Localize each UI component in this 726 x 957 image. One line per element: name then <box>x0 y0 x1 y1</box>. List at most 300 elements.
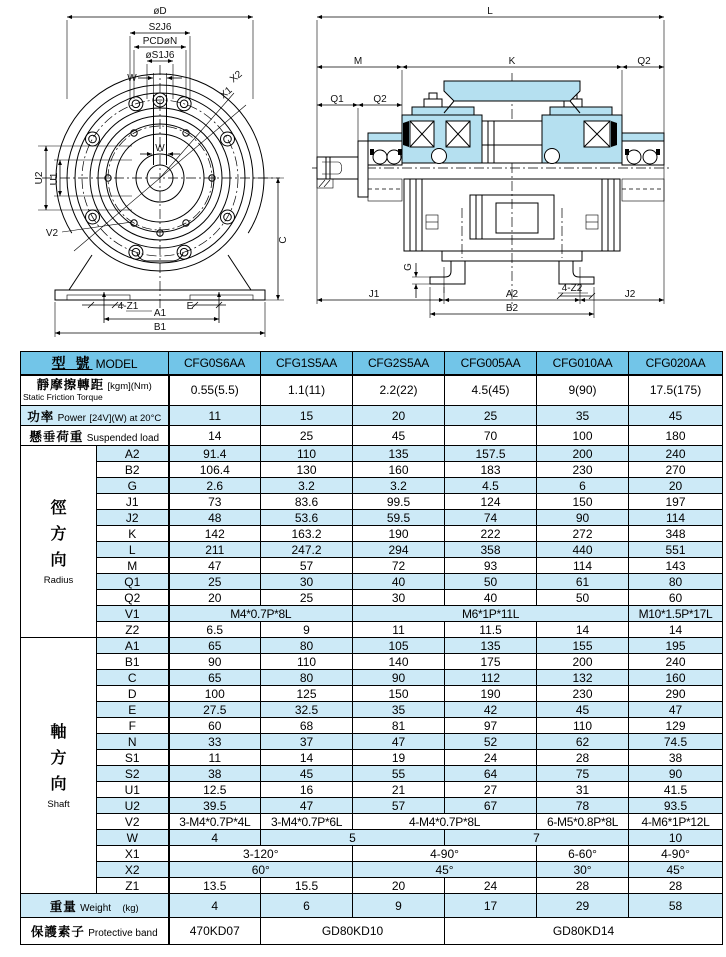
value-cell: 124 <box>445 494 537 510</box>
value-cell: 45° <box>353 862 537 878</box>
value-cell: 3-M4*0.7P*4L <box>169 814 261 830</box>
dim-row-f <box>21 718 723 734</box>
value-cell: GD80KD14 <box>445 918 723 945</box>
value-cell: 45 <box>261 766 353 782</box>
value-cell: 32.5 <box>261 702 353 718</box>
group-label-char: 軸 <box>50 723 67 741</box>
dim-x2: X2 <box>228 68 245 86</box>
value-cell: 60° <box>169 862 353 878</box>
value-cell: 28 <box>537 750 629 766</box>
value-cell: 16 <box>261 782 353 798</box>
spec-table <box>20 351 723 945</box>
value-cell: 14 <box>537 622 629 638</box>
dim-label-j2: J2 <box>97 510 169 526</box>
row-label-cjk: 懸垂荷重 <box>29 429 84 444</box>
row-label-suspended-load <box>21 426 169 446</box>
dim-row-z1 <box>21 878 723 894</box>
value-cell: 143 <box>629 558 723 574</box>
value-cell: 190 <box>353 526 445 542</box>
value-cell: 150 <box>537 494 629 510</box>
model-label-en: MODEL <box>92 356 138 371</box>
value-cell: 35 <box>353 702 445 718</box>
value-cell: 73 <box>169 494 261 510</box>
value-cell: 3-120° <box>169 846 353 862</box>
group-label-char: 方 <box>50 749 67 767</box>
value-cell: 11 <box>169 406 261 426</box>
dim-label-q2: Q2 <box>97 590 169 606</box>
dim-row-j1 <box>21 494 723 510</box>
row-label-power <box>21 406 169 426</box>
value-cell: 60 <box>169 718 261 734</box>
value-cell: 230 <box>537 462 629 478</box>
value-cell: 4-90° <box>353 846 537 862</box>
model-label-cjk: 型 號 <box>51 354 93 371</box>
value-cell: 99.5 <box>353 494 445 510</box>
dim-label-x2: X2 <box>97 862 169 878</box>
value-cell: 114 <box>537 558 629 574</box>
dim-m: M <box>353 56 363 67</box>
value-cell: 4 <box>169 894 261 918</box>
dim-dia-d: øD <box>153 6 167 17</box>
dim-b2: B2 <box>505 303 519 314</box>
value-cell: 4.5(45) <box>445 375 537 406</box>
row-label-cjk: 重量 <box>49 899 77 914</box>
value-cell: 4-M4*0.7P*8L <box>353 814 537 830</box>
value-cell: 240 <box>629 654 723 670</box>
value-cell: 61 <box>537 574 629 590</box>
model-column-header: CFG2S5AA <box>353 352 445 375</box>
value-cell: 80 <box>629 574 723 590</box>
value-cell: 140 <box>353 654 445 670</box>
dim-a2: A2 <box>505 289 519 300</box>
dim-j2: J2 <box>624 289 636 300</box>
group-label-radius <box>21 446 97 638</box>
value-cell: 59.5 <box>353 510 445 526</box>
dim-row-u2 <box>21 798 723 814</box>
dim-4z1: 4-Z1 <box>117 301 139 312</box>
value-cell: 195 <box>629 638 723 654</box>
value-cell: 230 <box>537 686 629 702</box>
dim-label-q1: Q1 <box>97 574 169 590</box>
value-cell: 130 <box>261 462 353 478</box>
dim-label-d: D <box>97 686 169 702</box>
value-cell: 6 <box>261 894 353 918</box>
value-cell: 75 <box>537 766 629 782</box>
value-cell: 38 <box>629 750 723 766</box>
value-cell: 48 <box>169 510 261 526</box>
value-cell: 41.5 <box>629 782 723 798</box>
row-label-line2: Static Friction Torque <box>23 392 103 403</box>
model-label-cell <box>21 352 169 375</box>
value-cell: 45° <box>629 862 723 878</box>
row-label-cjk: 保護素子 <box>30 925 85 939</box>
value-cell: 33 <box>169 734 261 750</box>
weight-row <box>21 894 723 918</box>
dim-w: W <box>127 73 137 84</box>
dim-row-m <box>21 558 723 574</box>
dim-c: C <box>278 236 289 244</box>
value-cell: 30 <box>261 574 353 590</box>
value-cell: 90 <box>353 670 445 686</box>
value-cell: 29 <box>537 894 629 918</box>
dim-pcd-n: PCDøN <box>142 36 178 47</box>
dim-u2: U2 <box>34 171 45 185</box>
value-cell: 45 <box>353 426 445 446</box>
value-cell: 65 <box>169 638 261 654</box>
group-label-char: 向 <box>50 775 67 793</box>
value-cell: 110 <box>261 446 353 462</box>
value-cell: 175 <box>445 654 537 670</box>
value-cell: 68 <box>261 718 353 734</box>
value-cell: 21 <box>353 782 445 798</box>
value-cell: 3.2 <box>353 478 445 494</box>
value-cell: 163.2 <box>261 526 353 542</box>
value-cell: 129 <box>629 718 723 734</box>
row-label-en: Power <box>57 412 86 424</box>
value-cell: 93 <box>445 558 537 574</box>
value-cell: 30 <box>353 590 445 606</box>
value-cell: 47 <box>629 702 723 718</box>
row-label-line1 <box>23 379 166 393</box>
value-cell: 17 <box>445 894 537 918</box>
value-cell: 135 <box>445 638 537 654</box>
dim-row-z2 <box>21 622 723 638</box>
dim-l: L <box>487 6 493 17</box>
dim-label-u1: U1 <box>97 782 169 798</box>
dim-label-z1: Z1 <box>97 878 169 894</box>
value-cell: 160 <box>353 462 445 478</box>
dim-label-e: E <box>97 702 169 718</box>
dim-label-x1: X1 <box>97 846 169 862</box>
value-cell: GD80KD10 <box>261 918 445 945</box>
value-cell: 45 <box>537 702 629 718</box>
value-cell: 38 <box>169 766 261 782</box>
value-cell: 6-60° <box>537 846 629 862</box>
dimensions <box>34 6 289 337</box>
table-header-row <box>21 352 723 375</box>
row-label-torque <box>21 375 169 406</box>
value-cell: 81 <box>353 718 445 734</box>
dim-k: K <box>508 56 516 67</box>
value-cell: 80 <box>261 638 353 654</box>
value-cell: 40 <box>353 574 445 590</box>
dim-label-a1: A1 <box>97 638 169 654</box>
value-cell: 72 <box>353 558 445 574</box>
value-cell: 11.5 <box>445 622 537 638</box>
group-label-char: 徑 <box>50 499 67 517</box>
value-cell: 247.2 <box>261 542 353 558</box>
value-cell: 55 <box>353 766 445 782</box>
dim-row-q1 <box>21 574 723 590</box>
dim-row-v1 <box>21 606 723 622</box>
value-cell: 15 <box>261 406 353 426</box>
dim-v2: V2 <box>45 228 59 239</box>
spec-row-power <box>21 406 723 426</box>
spec-row-suspended-load <box>21 426 723 446</box>
value-cell: 3-M4*0.7P*6L <box>261 814 353 830</box>
row-label-en: Suspended load <box>86 432 160 444</box>
value-cell: 11 <box>353 622 445 638</box>
row-label-cjk: 功率 <box>27 409 55 424</box>
value-cell: 6-M5*0.8P*8L <box>537 814 629 830</box>
value-cell: 190 <box>445 686 537 702</box>
value-cell: 93.5 <box>629 798 723 814</box>
value-cell: 272 <box>537 526 629 542</box>
dim-label-f: F <box>97 718 169 734</box>
value-cell: 24 <box>445 750 537 766</box>
value-cell: 0.55(5.5) <box>169 375 261 406</box>
dim-w-center: W <box>155 143 165 154</box>
dim-x1: X1 <box>218 84 235 102</box>
value-cell: 20 <box>353 406 445 426</box>
value-cell: 348 <box>629 526 723 542</box>
value-cell: 67 <box>445 798 537 814</box>
dim-label-c: C <box>97 670 169 686</box>
row-label-weight <box>21 894 169 918</box>
dim-a1: A1 <box>153 308 167 319</box>
side-view-drawing <box>312 3 724 348</box>
value-cell: 13.5 <box>169 878 261 894</box>
value-cell: 30° <box>537 862 629 878</box>
dim-j1: J1 <box>368 289 380 300</box>
value-cell: 114 <box>629 510 723 526</box>
value-cell: 47 <box>353 734 445 750</box>
value-cell: 112 <box>445 670 537 686</box>
dim-row-s2 <box>21 766 723 782</box>
value-cell: 440 <box>537 542 629 558</box>
value-cell: 197 <box>629 494 723 510</box>
value-cell: 47 <box>169 558 261 574</box>
value-cell: 90 <box>537 510 629 526</box>
dim-label-l: L <box>97 542 169 558</box>
value-cell: 31 <box>537 782 629 798</box>
value-cell: 110 <box>261 654 353 670</box>
dim-label-a2: A2 <box>97 446 169 462</box>
value-cell: 42 <box>445 702 537 718</box>
value-cell: M10*1.5P*17L <box>629 606 723 622</box>
dim-label-n: N <box>97 734 169 750</box>
value-cell: 60 <box>629 590 723 606</box>
dim-row-s1 <box>21 750 723 766</box>
value-cell: 24 <box>445 878 537 894</box>
value-cell: 290 <box>629 686 723 702</box>
value-cell: 15.5 <box>261 878 353 894</box>
value-cell: 83.6 <box>261 494 353 510</box>
value-cell: 142 <box>169 526 261 542</box>
value-cell: 17.5(175) <box>629 375 723 406</box>
value-cell: 4-M6*1P*12L <box>629 814 723 830</box>
dim-row-g <box>21 478 723 494</box>
value-cell: 4 <box>169 830 261 846</box>
value-cell: 58 <box>629 894 723 918</box>
dim-q2-top: Q2 <box>637 56 651 67</box>
value-cell: 70 <box>445 426 537 446</box>
value-cell: 25 <box>261 426 353 446</box>
dim-row-k <box>21 526 723 542</box>
value-cell: 180 <box>629 426 723 446</box>
dim-row-e <box>21 702 723 718</box>
value-cell: 155 <box>537 638 629 654</box>
dim-4z2: 4-Z2 <box>561 283 583 294</box>
right-bearing-bracket <box>622 133 664 201</box>
row-label-en: Weight <box>80 902 112 914</box>
value-cell: 25 <box>445 406 537 426</box>
value-cell: 40 <box>445 590 537 606</box>
model-column-header: CFG1S5AA <box>261 352 353 375</box>
value-cell: 50 <box>537 590 629 606</box>
dim-row-c <box>21 670 723 686</box>
value-cell: 65 <box>169 670 261 686</box>
input-shaft <box>317 141 368 197</box>
value-cell: 5 <box>261 830 445 846</box>
value-cell: 20 <box>629 478 723 494</box>
dim-q1: Q1 <box>330 94 344 105</box>
dim-label-s2: S2 <box>97 766 169 782</box>
value-cell: 14 <box>629 622 723 638</box>
dim-q2-left: Q2 <box>373 94 387 105</box>
value-cell: 28 <box>537 878 629 894</box>
group-label-shaft <box>21 638 97 894</box>
dim-label-s1: S1 <box>97 750 169 766</box>
dim-row-a1 <box>21 638 723 654</box>
dim-row-q2 <box>21 590 723 606</box>
value-cell: M6*1P*11L <box>353 606 629 622</box>
center-armature <box>482 121 542 163</box>
dim-u1: U1 <box>49 172 60 186</box>
value-cell: 90 <box>629 766 723 782</box>
value-cell: 19 <box>353 750 445 766</box>
dim-label-b1: B1 <box>97 654 169 670</box>
value-cell: 20 <box>169 590 261 606</box>
value-cell: 110 <box>537 718 629 734</box>
group-label-en: Shaft <box>47 798 70 810</box>
model-column-header: CFG0S6AA <box>169 352 261 375</box>
dim-e: E <box>186 301 194 312</box>
model-column-header: CFG010AA <box>537 352 629 375</box>
value-cell: 240 <box>629 446 723 462</box>
value-cell: 100 <box>169 686 261 702</box>
value-cell: 9(90) <box>537 375 629 406</box>
front-view-drawing <box>12 3 314 348</box>
value-cell: 105 <box>353 638 445 654</box>
value-cell: 3.2 <box>261 478 353 494</box>
value-cell: 47 <box>261 798 353 814</box>
value-cell: 551 <box>629 542 723 558</box>
value-cell: 27.5 <box>169 702 261 718</box>
dim-row-x1 <box>21 846 723 862</box>
row-label-protective <box>21 918 169 945</box>
dim-row-x2 <box>21 862 723 878</box>
value-cell: 6.5 <box>169 622 261 638</box>
dim-row-b2 <box>21 462 723 478</box>
value-cell: 11 <box>169 750 261 766</box>
value-cell: 470KD07 <box>169 918 261 945</box>
value-cell: 200 <box>537 446 629 462</box>
value-cell: 91.4 <box>169 446 261 462</box>
dim-row-v2 <box>21 814 723 830</box>
value-cell: 25 <box>261 590 353 606</box>
value-cell: 27 <box>445 782 537 798</box>
dim-label-k: K <box>97 526 169 542</box>
value-cell: 125 <box>261 686 353 702</box>
model-column-header: CFG020AA <box>629 352 723 375</box>
dim-label-j1: J1 <box>97 494 169 510</box>
value-cell: 28 <box>629 878 723 894</box>
value-cell: 62 <box>537 734 629 750</box>
value-cell: 52 <box>445 734 537 750</box>
value-cell: 50 <box>445 574 537 590</box>
value-cell: 2.2(22) <box>353 375 445 406</box>
dim-s2j6: S2J6 <box>148 22 172 33</box>
spec-row-torque <box>21 375 723 406</box>
value-cell: 90 <box>169 654 261 670</box>
value-cell: 294 <box>353 542 445 558</box>
dim-label-m: M <box>97 558 169 574</box>
left-bearing-bracket <box>368 133 402 201</box>
value-cell: 7 <box>445 830 629 846</box>
value-cell: 39.5 <box>169 798 261 814</box>
protective-band-row <box>21 918 723 945</box>
row-label-unit: (kg) <box>114 902 139 914</box>
value-cell: 150 <box>353 686 445 702</box>
dim-b1: B1 <box>153 322 167 333</box>
dim-label-b2: B2 <box>97 462 169 478</box>
row-label-unit: [24V](W) at 20°C <box>89 412 162 424</box>
value-cell: 100 <box>537 426 629 446</box>
value-cell: 4.5 <box>445 478 537 494</box>
value-cell: 97 <box>445 718 537 734</box>
row-label-unit: [kgm](Nm) <box>107 381 152 393</box>
value-cell: 45 <box>629 406 723 426</box>
value-cell: 57 <box>261 558 353 574</box>
value-cell: 135 <box>353 446 445 462</box>
dim-g: G <box>403 263 414 271</box>
dim-label-v1: V1 <box>97 606 169 622</box>
value-cell: 106.4 <box>169 462 261 478</box>
dim-row-l <box>21 542 723 558</box>
dim-label-v2: V2 <box>97 814 169 830</box>
value-cell: 1.1(11) <box>261 375 353 406</box>
value-cell: 157.5 <box>445 446 537 462</box>
value-cell: 57 <box>353 798 445 814</box>
group-label-char: 向 <box>50 551 67 569</box>
value-cell: 9 <box>353 894 445 918</box>
dim-row-w <box>21 830 723 846</box>
value-cell: 20 <box>353 878 445 894</box>
value-cell: 132 <box>537 670 629 686</box>
row-label-en: Protective band <box>88 928 158 939</box>
model-column-header: CFG005AA <box>445 352 537 375</box>
value-cell: 35 <box>537 406 629 426</box>
value-cell: 37 <box>261 734 353 750</box>
value-cell: 183 <box>445 462 537 478</box>
dim-label-g: G <box>97 478 169 494</box>
value-cell: 25 <box>169 574 261 590</box>
value-cell: 211 <box>169 542 261 558</box>
value-cell: 2.6 <box>169 478 261 494</box>
dim-row-b1 <box>21 654 723 670</box>
dim-label-w: W <box>97 830 169 846</box>
dim-row-d <box>21 686 723 702</box>
value-cell: 6 <box>537 478 629 494</box>
dim-label-u2: U2 <box>97 798 169 814</box>
group-label-en: Radius <box>43 574 74 586</box>
value-cell: 64 <box>445 766 537 782</box>
value-cell: 270 <box>629 462 723 478</box>
value-cell: 80 <box>261 670 353 686</box>
dim-s1j6: øS1J6 <box>145 50 175 61</box>
dim-label-z2: Z2 <box>97 622 169 638</box>
